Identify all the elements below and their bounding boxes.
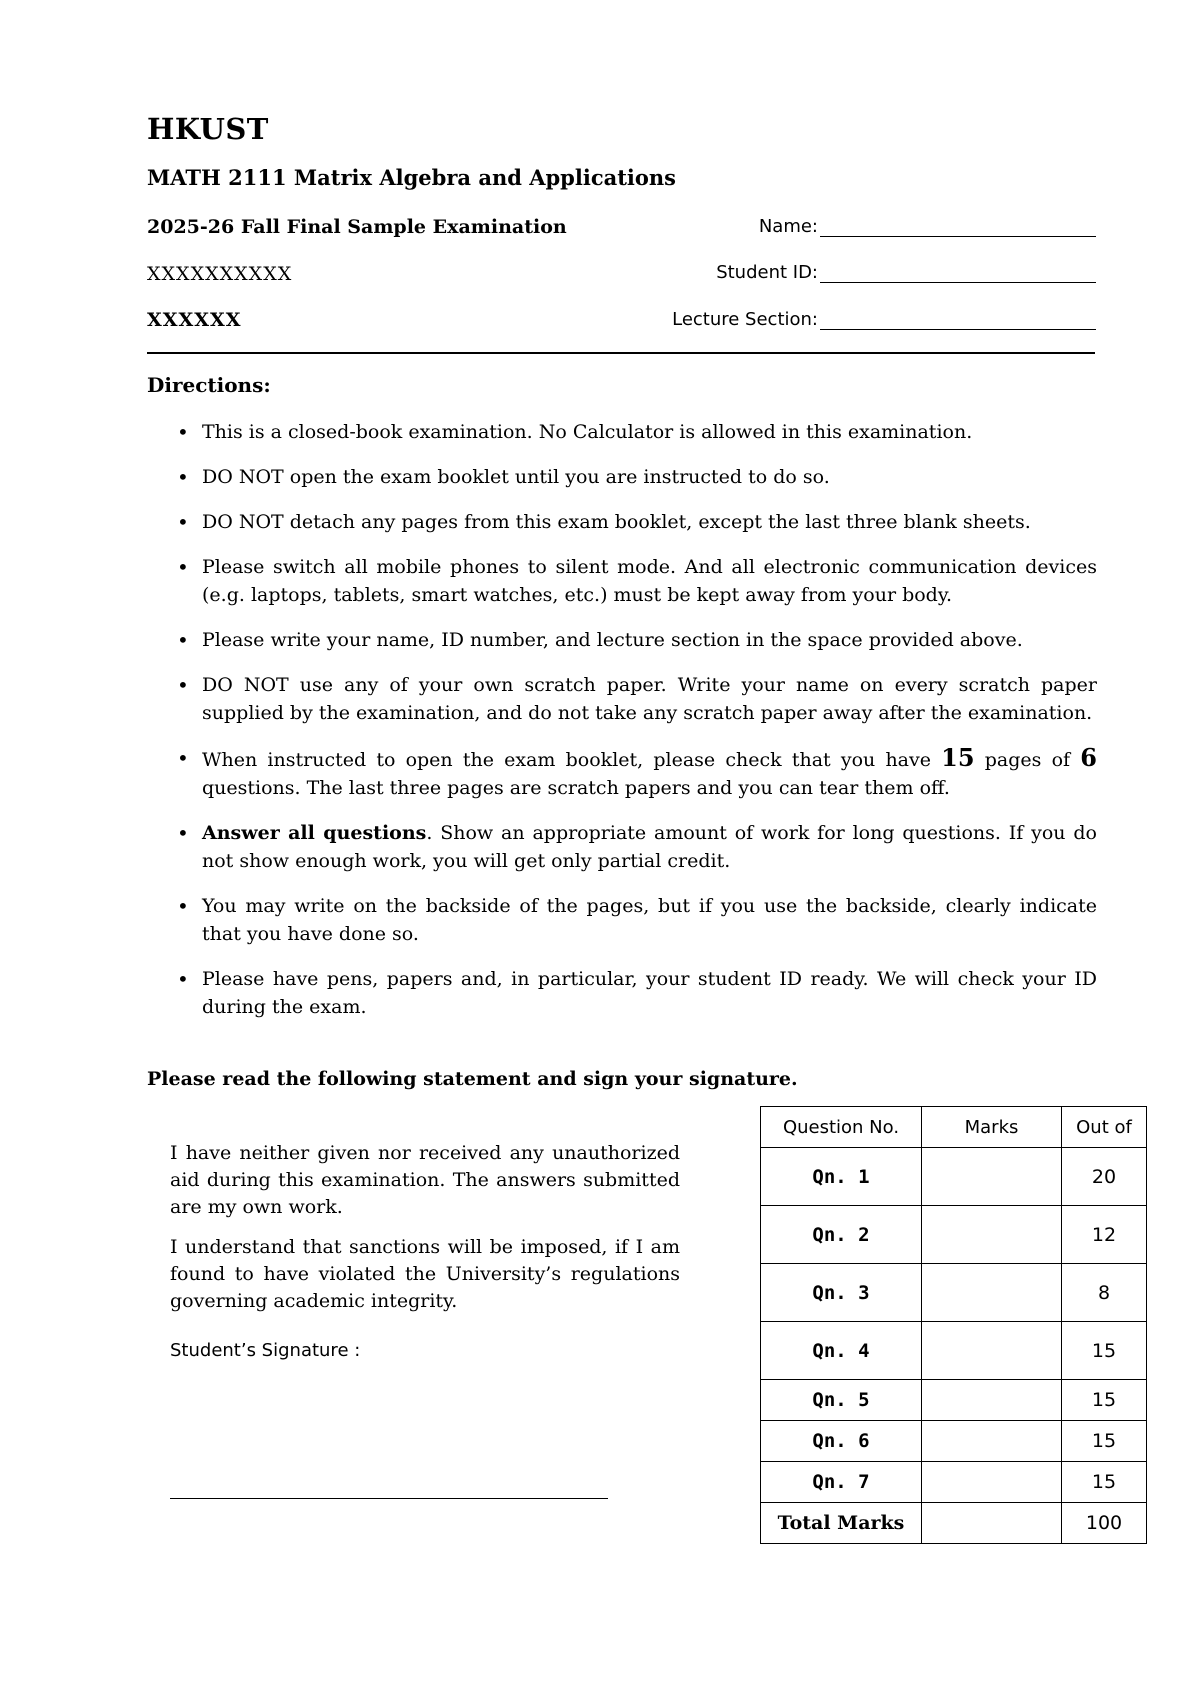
directions-list	[147, 418, 1097, 1038]
out-of-cell: 15	[1062, 1380, 1147, 1421]
question-label: Qn. 7	[761, 1462, 922, 1503]
student-id-label: Student ID:	[716, 262, 818, 283]
header-question-no: Question No.	[761, 1107, 922, 1148]
lecture-section-label: Lecture Section:	[672, 309, 818, 330]
page-count-text-after: questions. The last three pages are scratch papers and you can tear them off.	[202, 777, 950, 799]
list-item: • This is a closed-book examination. No Calculator is allowed in this examination.	[147, 418, 1097, 446]
table-row	[761, 1206, 1147, 1264]
out-of-cell: 12	[1062, 1206, 1147, 1264]
page-count-text-middle: pages of	[984, 749, 1071, 771]
table-total-row	[761, 1503, 1147, 1544]
out-of-cell: 8	[1062, 1264, 1147, 1322]
question-label: Qn. 1	[761, 1148, 922, 1206]
list-item: • You may write on the backside of the pages, but if you use the backside, clearly indicate that you have done so.	[147, 892, 1097, 948]
question-label: Qn. 5	[761, 1380, 922, 1421]
total-out-of: 100	[1062, 1503, 1147, 1544]
list-item: • Please switch all mobile phones to silent mode. And all electronic communication devices (e.g. laptops, tablets, smart watches, etc.) must be kept away from your body.	[147, 553, 1097, 609]
list-item: • DO NOT use any of your own scratch paper. Write your name on every scratch paper supplied by the examination, and do not take any scratch paper away after the examination.	[147, 671, 1097, 727]
exam-code-line-1: XXXXXXXXXX	[147, 263, 293, 285]
lecture-section-field[interactable]	[672, 309, 1096, 330]
header-out-of: Out of	[1062, 1107, 1147, 1148]
list-item-answer-all	[147, 819, 1097, 875]
statement-paragraph-2: I understand that sanctions will be imposed, if I am found to have violated the University’s regulations governing academic integrity.	[170, 1236, 680, 1312]
table-header-row	[761, 1107, 1147, 1148]
name-label: Name:	[758, 216, 818, 237]
out-of-cell: 20	[1062, 1148, 1147, 1206]
list-item: • Please have pens, papers and, in particular, your student ID ready. We will check your ID during the exam.	[147, 965, 1097, 1021]
student-id-field[interactable]	[716, 262, 1096, 283]
integrity-statement	[170, 1140, 680, 1364]
course-title: MATH 2111 Matrix Algebra and Applications	[147, 165, 676, 190]
marks-cell	[922, 1380, 1062, 1421]
header-divider	[147, 352, 1095, 354]
table-row	[761, 1264, 1147, 1322]
school-name: HKUST	[147, 112, 269, 146]
name-field[interactable]	[759, 216, 1096, 237]
statement-heading: Please read the following statement and sign your signature.	[147, 1068, 798, 1090]
name-blank-line[interactable]	[820, 216, 1096, 237]
signature-line[interactable]	[170, 1498, 608, 1499]
table-row	[761, 1421, 1147, 1462]
question-label: Qn. 6	[761, 1421, 922, 1462]
list-item: • Please write your name, ID number, and lecture section in the space provided above.	[147, 626, 1097, 654]
table-row	[761, 1462, 1147, 1503]
question-label: Qn. 4	[761, 1322, 922, 1380]
directions-heading: Directions:	[147, 373, 271, 397]
table-row	[761, 1322, 1147, 1380]
lecture-section-blank-line[interactable]	[820, 309, 1096, 330]
student-id-blank-line[interactable]	[820, 262, 1096, 283]
marks-cell	[922, 1322, 1062, 1380]
marks-cell	[922, 1148, 1062, 1206]
signature-label: Student’s Signature :	[170, 1340, 361, 1361]
table-row	[761, 1148, 1147, 1206]
list-item-page-count	[147, 744, 1097, 802]
marks-cell	[922, 1462, 1062, 1503]
marks-cell	[922, 1264, 1062, 1322]
table-row	[761, 1380, 1147, 1421]
total-marks-cell	[922, 1503, 1062, 1544]
total-label: Total Marks	[761, 1503, 922, 1544]
list-item: • DO NOT detach any pages from this exam booklet, except the last three blank sheets.	[147, 508, 1097, 536]
question-count: 6	[1080, 743, 1097, 772]
exam-title: 2025-26 Fall Final Sample Examination	[147, 216, 567, 238]
exam-code-line-2: XXXXXX	[147, 309, 242, 331]
list-item: • DO NOT open the exam booklet until you are instructed to do so.	[147, 463, 1097, 491]
out-of-cell: 15	[1062, 1322, 1147, 1380]
out-of-cell: 15	[1062, 1462, 1147, 1503]
page-count: 15	[941, 743, 975, 772]
question-label: Qn. 3	[761, 1264, 922, 1322]
marks-table	[760, 1106, 1147, 1544]
answer-all-rest: . Show an appropriate amount of work for long questions. If you do not show enough work, you will get only partial credit.	[202, 822, 1097, 872]
statement-paragraph-1: I have neither given nor received any unauthorized aid during this examination. The answers submitted are my own work.	[170, 1142, 680, 1218]
marks-cell	[922, 1421, 1062, 1462]
page-count-text-before: When instructed to open the exam booklet, please check that you have	[202, 749, 931, 771]
question-label: Qn. 2	[761, 1206, 922, 1264]
marks-cell	[922, 1206, 1062, 1264]
out-of-cell: 15	[1062, 1421, 1147, 1462]
answer-all-emphasis: Answer all questions	[202, 822, 427, 844]
header-marks: Marks	[922, 1107, 1062, 1148]
